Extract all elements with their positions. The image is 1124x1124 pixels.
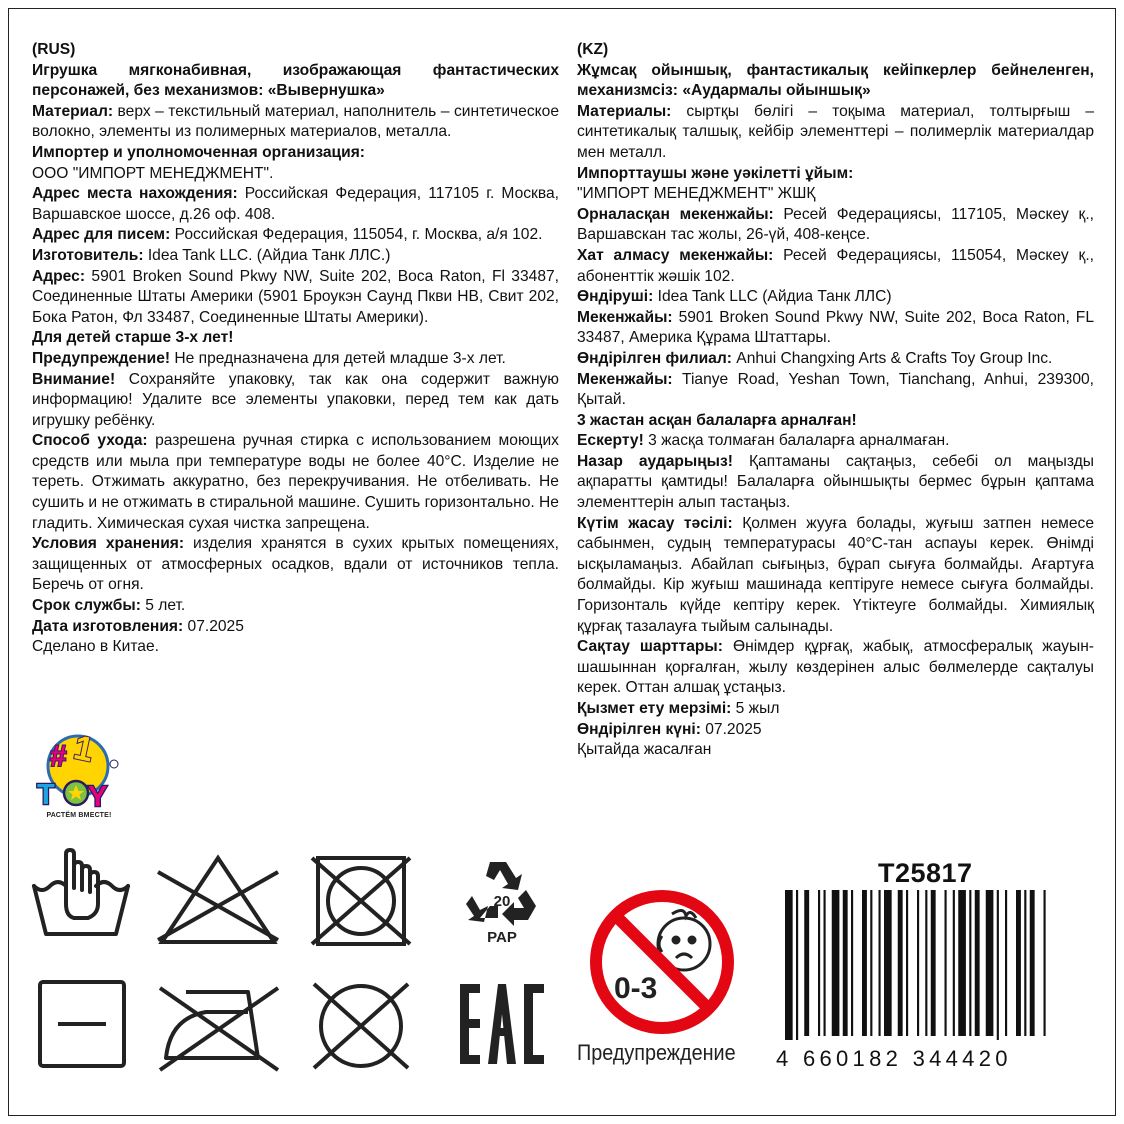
kz-branch: Өндірілген филиал: Anhui Changxing Arts & Crafts Toy Group Inc.: [577, 349, 1053, 367]
barcode-bar: [906, 890, 908, 1036]
barcode-bar: [958, 890, 966, 1036]
hand-wash-icon: [30, 848, 134, 940]
kz-title: Жұмсақ ойыншық, фантастикалық кейіпкерлер бейнеленген, механизмсіз: «Аудармалы ойыншық»: [577, 61, 1094, 100]
kz-address-location: Орналасқан мекенжайы: Ресей Федерациясы, 117105, Мәскеу қ., Варшавскан тас жолы, 26-үй, 408-кеңсе.: [577, 205, 1094, 244]
svg-text:Y: Y: [88, 781, 108, 812]
barcode-digits: 4 660182 344420: [776, 1046, 1012, 1071]
kz-service-life: Қызмет ету мерзімі: 5 жыл: [577, 700, 780, 717]
rus-address-mail: Адрес для писем: Российская Федерация, 115054, г. Москва, а/я 102.: [32, 226, 543, 244]
rus-importer-heading: Импортер и уполномоченная организация:: [32, 143, 366, 161]
dry-flat-icon: [36, 978, 128, 1070]
recycle-icon: [460, 856, 544, 946]
recycle-number: 20: [493, 893, 511, 910]
rus-material: Материал: верх – текстильный материал, наполнитель – синтетическое волокно, элементы из полимерных материалов, металла.: [32, 102, 559, 141]
svg-text:#: #: [50, 740, 67, 773]
kz-column: [577, 40, 1094, 761]
kz-address-mail: Хат алмасу мекенжайы: Ресей Федерациясы, 115054, Мәскеу қ., абоненттік жәшік 102.: [577, 246, 1094, 285]
barcode-bar: [1016, 890, 1021, 1036]
no-bleach-icon: [152, 852, 284, 948]
logo-slogan: РАСТЁМ ВМЕСТЕ!: [46, 812, 112, 819]
kz-lang: (KZ): [577, 41, 609, 58]
rus-made-in: Сделано в Китае.: [32, 638, 159, 656]
barcode-bar: [804, 890, 809, 1036]
barcode-bar: [818, 890, 820, 1036]
svg-text:1: 1: [70, 728, 97, 770]
barcode-icon: [783, 890, 1055, 1040]
eac-mark-icon: [458, 982, 548, 1066]
age-range-text: 0-3: [614, 972, 658, 1005]
no-iron-icon: [150, 978, 290, 1074]
kz-made-in: Қытайда жасалған: [577, 741, 712, 759]
barcode-bar: [931, 890, 936, 1036]
barcode-bar: [785, 890, 793, 1040]
warning-label: Предупреждение: [577, 1040, 736, 1065]
barcode-bar: [1044, 890, 1046, 1036]
no-under-3-icon: [586, 886, 738, 1038]
kz-importer-heading: Импорттаушы және уәкілетті ұйым:: [577, 164, 854, 182]
rus-column: [32, 40, 559, 658]
kz-care: Күтім жасау тәсілі: Қолмен жууға болады, жуғыш затпен немесе сабынмен, судың температурасы 40°С-тан аспауы керек. Өнімді ысқыламаңыз. Абайлап сығыңыз, бұрап сығуға болмайды. Ағартуға болмайды. Кір жуғыш машинада кептіруге немесе сығуға болмайды. Горизонталь күйде кептіру керек. Үтіктеуге болмайды. Химиялық құрғақ тазалауға тыйым салынады.: [577, 514, 1094, 635]
barcode-bar: [884, 890, 892, 1036]
kz-production-date: Өндірілген күні: 07.2025: [577, 720, 762, 738]
rus-importer: ООО "ИМПОРТ МЕНЕДЖМЕНТ".: [32, 164, 274, 182]
kz-age: 3 жастан асқан балаларға арналған!: [577, 411, 857, 429]
kz-address: Мекенжайы: 5901 Broken Sound Pkwy NW, Suite 202, Boca Raton, FL 33487, Америка Құрама Штаттары.: [577, 308, 1094, 347]
barcode-bar: [945, 890, 947, 1036]
kz-attention: Назар аударыңыз! Қаптаманы сақтаңыз, себебі ол маңызды ақпаратты қамтиды! Балаларға ойыншықты бермес бұрын қаптама элементтерін алып тастаңыз.: [577, 452, 1094, 512]
rus-storage: Условия хранения: изделия хранятся в сухих крытых помещениях, защищенных от атмосферных осадков, вдали от источников тепла. Беречь от огня.: [32, 535, 559, 594]
barcode-bar: [824, 890, 826, 1036]
no-dry-clean-icon: [306, 976, 416, 1076]
kz-storage: Сақтау шарттары: Өнімдер құрғақ, жабық, атмосфералық жауын-шашыннан қорғалған, жылу көздерінен алыс бөлмелерде сақталуы керек. Оттан алшақ ұстаңыз.: [577, 638, 1094, 697]
kz-importer: "ИМПОРТ МЕНЕДЖМЕНТ" ЖШҚ: [577, 185, 816, 203]
barcode-bar: [832, 890, 840, 1036]
barcode-bar: [862, 890, 867, 1036]
no-tumble-dry-icon: [308, 852, 414, 948]
recycle-code: PAP: [487, 929, 517, 946]
barcode-bar: [953, 890, 955, 1036]
barcode-bar: [870, 890, 872, 1036]
brand-logo-icon: [34, 720, 124, 812]
kz-warning: Ескерту! 3 жасқа толмаған балаларға арналмаған.: [577, 432, 950, 450]
barcode-bar: [1030, 890, 1035, 1036]
barcode-bar: [969, 890, 971, 1036]
barcode-bar: [843, 890, 848, 1036]
barcode-bar: [997, 890, 999, 1040]
barcode-bar: [917, 890, 919, 1036]
rus-manufacturer: Изготовитель: Idea Tank LLC. (Айдиа Танк ЛЛС.): [32, 246, 391, 264]
eac-text: EAC: [458, 982, 461, 983]
rus-production-date: Дата изготовления: 07.2025: [32, 617, 244, 635]
kz-material: Материалы: сыртқы бөлігі – тоқыма материал, толтырғыш – синтетикалық талшық, кейбір элементтері – полимерлік материалдар мен металл.: [577, 102, 1094, 161]
rus-service-life: Срок службы: 5 лет.: [32, 597, 186, 615]
sku-code: T25817: [878, 858, 973, 888]
rus-address: Адрес: 5901 Broken Sound Pkwy NW, Suite 202, Boca Raton, Fl 33487, Соединенные Штаты Америки (5901 Броукэн Саунд Пкви НВ, Свит 202, Бока Ратон, Фл 33487, Соединенные Штаты Америки).: [32, 267, 559, 326]
kz-branch-address: Мекенжайы: Tianye Road, Yeshan Town, Tianchang, Anhui, 239300, Қытай.: [577, 370, 1094, 409]
barcode-bar: [1005, 890, 1007, 1036]
rus-age: Для детей старше 3-х лет!: [32, 329, 234, 347]
barcode-bar: [986, 890, 994, 1036]
barcode-bar: [975, 890, 980, 1036]
barcode-bar: [1024, 890, 1026, 1036]
barcode-bar: [796, 890, 798, 1040]
rus-lang: (RUS): [32, 41, 76, 58]
barcode-bar: [879, 890, 881, 1036]
rus-title: Игрушка мягконабивная, изображающая фантастических персонажей, без механизмов: «Вывернушка»: [32, 61, 559, 100]
rus-care: Способ ухода: разрешена ручная стирка с использованием моющих средств или мыла при температуре воды не более 40°С. Изделие не тереть. Отжимать аккуратно, без перекручивания. Не отбеливать. Не сушить и не отжимать в стиральной машине. Сушить горизонтально. Не гладить. Химическая сухая чистка запрещена.: [32, 432, 559, 532]
logo-toy-text: T: [37, 779, 55, 811]
barcode-bar: [898, 890, 903, 1036]
brand-logo: [34, 720, 124, 826]
rus-warning: Предупреждение! Не предназначена для детей младше 3-х лет.: [32, 349, 506, 367]
barcode-bar: [925, 890, 927, 1036]
barcode-bar: [851, 890, 853, 1036]
rus-address-location: Адрес места нахождения: Российская Федерация, 117105 г. Москва, Варшавское шоссе, д.26 оф. 408.: [32, 185, 559, 223]
rus-attention: Внимание! Сохраняйте упаковку, так как она содержит важную информацию! Удалите все элементы упаковки, перед тем как дать игрушку ребёнку.: [32, 370, 559, 429]
kz-manufacturer: Өндіруші: Idea Tank LLC (Айдиа Танк ЛЛС): [577, 288, 892, 306]
